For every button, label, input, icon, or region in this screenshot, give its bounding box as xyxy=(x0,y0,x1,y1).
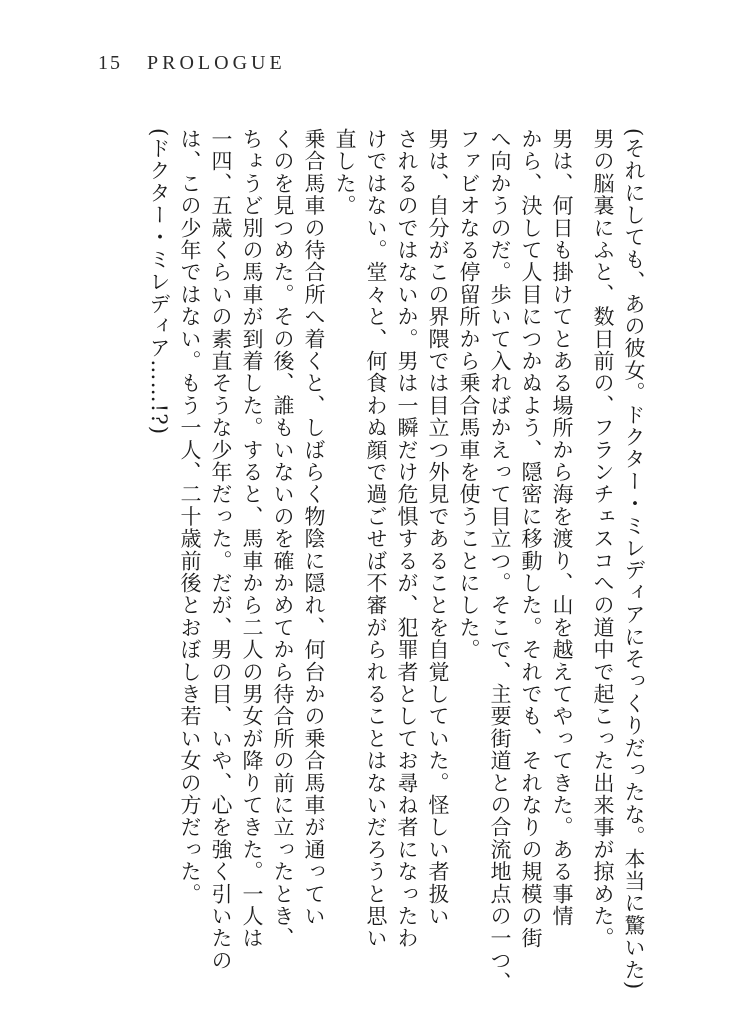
paragraph-gap xyxy=(577,128,587,888)
text-line: 男の脳裏にふと、数日前の、フランチェスコへの道中で起こった出来事が掠めた。 xyxy=(591,128,615,950)
text-line: 乗合馬車の待合所へ着くと、しばらく物陰に隠れ、何台かの乗合馬車が通ってい xyxy=(302,128,326,928)
text-line: から、決して人目につかぬよう、隠密に移動した。それでも、それなりの規模の街 xyxy=(519,128,543,950)
chapter-title: PROLOGUE xyxy=(147,52,286,74)
text-line: くのを見つめた。その後、誰もいないのを確かめてから待合所の前に立ったとき、 xyxy=(271,128,295,950)
text-line: 男は、何日も掛けてとある場所から海を渡り、山を越えてやってきた。ある事情 xyxy=(550,128,574,928)
running-head xyxy=(98,52,286,75)
text-line: 男は、自分がこの界隈では目立つ外見であることを自覚していた。怪しい者扱い xyxy=(426,128,450,928)
page-number: 15 xyxy=(98,52,122,74)
text-line: されるのではないか。男は一瞬だけ危惧するが、犯罪者としてお尋ね者になったわ xyxy=(395,128,419,950)
text-line: けではない。堂々と、何食わぬ顔で過ごせば不審がられることはないだろうと思い xyxy=(364,128,388,950)
text-line: (ドクター・ミレディア……!?) xyxy=(147,128,171,436)
text-line: 直した。 xyxy=(333,128,357,217)
text-line: ちょうど別の馬車が到着した。すると、馬車から二人の男女が降りてきた。一人は xyxy=(240,128,264,950)
text-line: 一四、五歳くらいの素直そうな少年だった。だが、男の目、いや、心を強く引いたの xyxy=(209,128,233,972)
text-line: (それにしても、あの彼女。ドクター・ミレディアにそっくりだったな。本当に驚いた) xyxy=(622,128,646,991)
vertical-text-body xyxy=(89,128,649,994)
text-line: は、この少年ではない。もう一人、二十歳前後とおぼしき若い女の方だった。 xyxy=(178,128,202,905)
text-line: へ向かうのだ。歩いて入ればかえって目立つ。そこで、主要街道との合流地点の一つ、 xyxy=(488,128,512,994)
text-line: ファビオなる停留所から乗合馬車を使うことにした。 xyxy=(457,128,481,661)
